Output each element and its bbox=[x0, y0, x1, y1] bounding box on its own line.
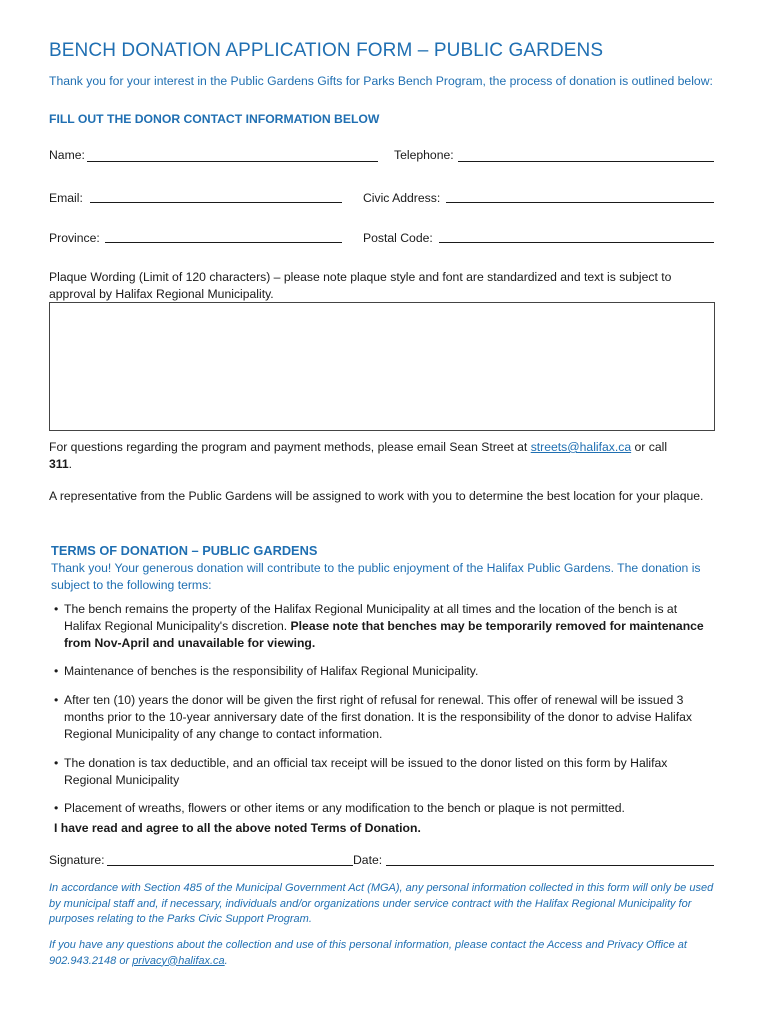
date-field[interactable] bbox=[386, 865, 714, 866]
plaque-wording-label: Plaque Wording (Limit of 120 characters) – please note plaque style and font are standardized and text is subject to approval by Halifax Regional Municipality. bbox=[49, 270, 672, 301]
term-text: Maintenance of benches is the responsibility of Halifax Regional Municipality. bbox=[64, 664, 479, 678]
civic-address-field[interactable] bbox=[446, 202, 714, 203]
bullet-icon: • bbox=[54, 756, 59, 770]
name-field[interactable] bbox=[87, 161, 378, 162]
questions-prefix: For questions regarding the program and payment methods, please email Sean Street at bbox=[49, 440, 531, 454]
phone-number: 311 bbox=[49, 457, 69, 471]
telephone-field[interactable] bbox=[458, 161, 714, 162]
date-label: Date: bbox=[353, 853, 383, 867]
term-text: The bench remains the property of the Halifax Regional Municipality at all times and the location of the bench is at Halifax Regional Municipality's discretion. bbox=[64, 602, 678, 633]
term-item-1 bbox=[54, 601, 714, 652]
privacy-note: In accordance with Section 485 of the Municipal Government Act (MGA), any personal information collected in this form will only be used by municipal staff and, if necessary, individuals and/or organizations under service contract with the Halifax Regional Municipality for purposes relating to the Parks Civic Support Program. bbox=[49, 882, 714, 925]
terms-heading: TERMS OF DONATION – PUBLIC GARDENS bbox=[51, 543, 318, 558]
bullet-icon: • bbox=[54, 602, 59, 616]
terms-intro: Thank you! Your generous donation will contribute to the public enjoyment of the Halifax Public Gardens. The donation is subject to the following terms: bbox=[51, 561, 701, 592]
term-bold-text: Please note that benches may be temporarily removed for maintenance from Nov-April and unavailable for viewing. bbox=[64, 619, 704, 650]
privacy-email-link[interactable]: privacy@halifax.ca bbox=[132, 954, 225, 967]
plaque-wording-textarea[interactable] bbox=[49, 302, 715, 431]
email-label: Email: bbox=[49, 191, 83, 205]
term-item-3 bbox=[54, 692, 714, 743]
signature-field[interactable] bbox=[107, 865, 353, 866]
bullet-icon: • bbox=[54, 801, 59, 815]
signature-label: Signature: bbox=[49, 853, 105, 867]
form-title: BENCH DONATION APPLICATION FORM – PUBLIC GARDENS bbox=[49, 40, 604, 61]
intro-text: Thank you for your interest in the Public Gardens Gifts for Parks Bench Program, the process of donation is outlined below: bbox=[49, 74, 713, 88]
term-item-4 bbox=[54, 755, 714, 789]
questions-mid: or call bbox=[631, 440, 668, 454]
privacy-contact-suffix: . bbox=[224, 954, 228, 967]
questions-text bbox=[49, 439, 721, 473]
privacy-contact bbox=[49, 938, 721, 969]
donor-heading: FILL OUT THE DONOR CONTACT INFORMATION BELOW bbox=[49, 112, 380, 126]
representative-text: A representative from the Public Gardens will be assigned to work with you to determine the best location for your plaque. bbox=[49, 489, 704, 503]
telephone-label: Telephone: bbox=[394, 148, 454, 162]
questions-suffix: . bbox=[68, 457, 73, 471]
postal-code-label: Postal Code: bbox=[363, 231, 433, 245]
province-label: Province: bbox=[49, 231, 100, 245]
term-item-5 bbox=[54, 800, 714, 817]
streets-email-link[interactable]: streets@halifax.ca bbox=[530, 440, 632, 454]
bullet-icon: • bbox=[54, 693, 59, 707]
bullet-icon: • bbox=[54, 664, 59, 678]
term-text: After ten (10) years the donor will be given the first right of refusal for renewal. This offer of renewal will be issued 3 months prior to the 10-year anniversary date of the first donation. It is the responsibility of the donor to advise Halifax Regional Municipality of any change to contact information. bbox=[64, 693, 692, 741]
privacy-contact-prefix: If you have any questions about the collection and use of this personal information, please contact the Access and Privacy Office at 902.943.2148 or bbox=[49, 939, 687, 967]
postal-code-field[interactable] bbox=[439, 242, 714, 243]
term-item-2 bbox=[54, 663, 714, 680]
province-field[interactable] bbox=[105, 242, 342, 243]
term-text: Placement of wreaths, flowers or other items or any modification to the bench or plaque is not permitted. bbox=[64, 801, 625, 815]
name-label: Name: bbox=[49, 148, 85, 162]
email-field[interactable] bbox=[90, 202, 342, 203]
civic-address-label: Civic Address: bbox=[363, 191, 441, 205]
agreement-statement: I have read and agree to all the above noted Terms of Donation. bbox=[54, 821, 421, 835]
term-text: The donation is tax deductible, and an official tax receipt will be issued to the donor listed on this form by Halifax Regional Municipality bbox=[64, 756, 668, 787]
